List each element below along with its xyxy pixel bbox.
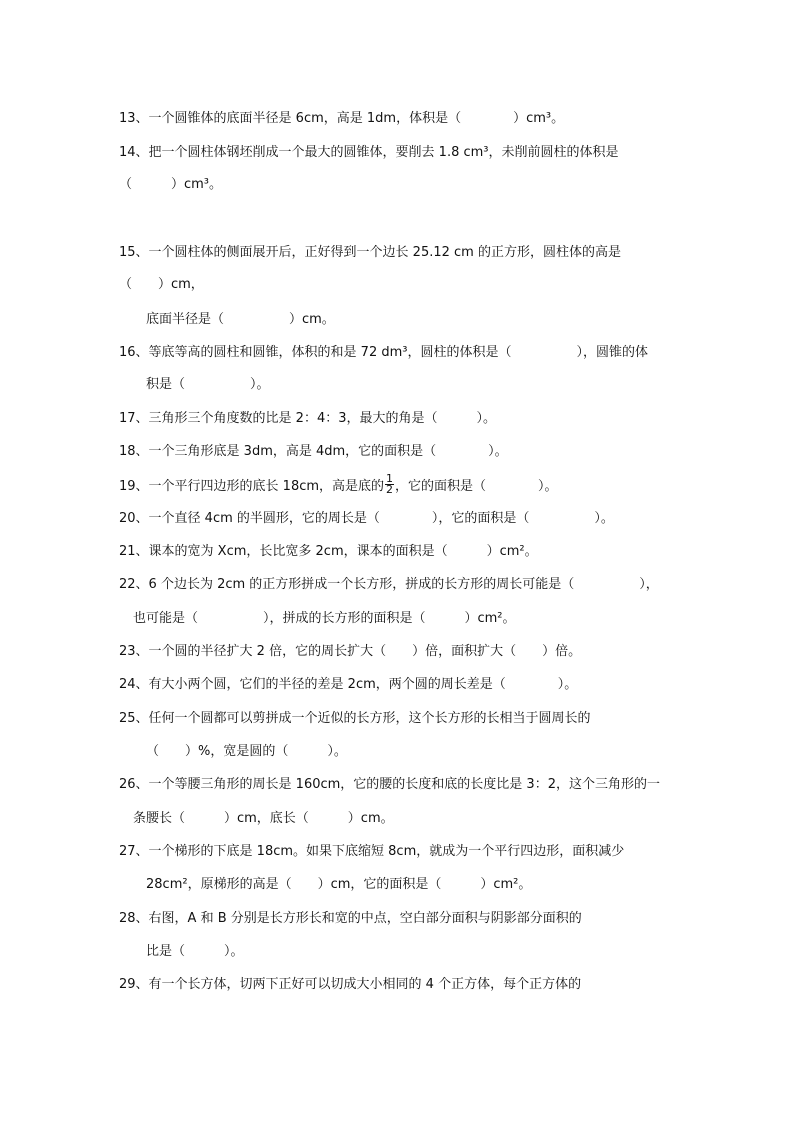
question-23: 23、一个圆的半径扩大 2 倍，它的周长扩大（ ）倍，面积扩大（ ）倍。: [119, 644, 582, 659]
question-17: 17、三角形三个角度数的比是 2：4：3，最大的角是（ ）。: [119, 411, 496, 426]
question-28-line1: 28、右图，A 和 B 分别是长方形长和宽的中点，空白部分面积与阴影部分面积的: [119, 911, 582, 926]
fraction-numerator: 1: [386, 472, 394, 485]
question-22-line2: 也可能是（ ），拼成的长方形的面积是（ ）cm²。: [133, 611, 516, 626]
question-28-line2: 比是（ ）。: [146, 944, 244, 959]
question-15-line2: （ ）cm，: [119, 277, 204, 292]
question-21: 21、课本的宽为 Xcm，长比宽多 2cm，课本的面积是（ ）cm²。: [119, 544, 538, 559]
question-25-line2: （ ）%，宽是圆的（ ）。: [146, 744, 347, 759]
fraction-denominator: 2: [386, 483, 394, 496]
question-26-line2: 条腰长（ ）cm，底长（ ）cm。: [133, 811, 394, 826]
question-29: 29、有一个长方体，切两下正好可以切成大小相同的 4 个正方体，每个正方体的: [119, 977, 582, 992]
fraction-one-half: [385, 474, 394, 495]
question-22-line1: 22、6 个边长为 2cm 的正方形拼成一个长方形，拼成的长方形的周长可能是（ ），: [119, 577, 659, 592]
question-20: 20、一个直径 4cm 的半圆形，它的周长是（ ），它的面积是（ ）。: [119, 511, 614, 526]
question-24: 24、有大小两个圆，它们的半径的差是 2cm，两个圆的周长差是（ ）。: [119, 677, 578, 692]
question-19: [119, 472, 558, 497]
question-13: 13、一个圆锥体的底面半径是 6cm，高是 1dm，体积是（ ）cm³。: [119, 111, 565, 126]
question-27-line1: 27、一个梯形的下底是 18cm。如果下底缩短 8cm，就成为一个平行四边形，面积减少: [119, 844, 625, 859]
question-15-line1: 15、一个圆柱体的侧面展开后，正好得到一个边长 25.12 cm 的正方形，圆柱体的高是: [119, 245, 621, 260]
question-26-line1: 26、一个等腰三角形的周长是 160cm，它的腰的长度和底的长度比是 3：2，这个三角形的一: [119, 777, 660, 792]
question-19-text-post: ，它的面积是（ ）。: [395, 479, 558, 494]
question-27-line2: 28cm²，原梯形的高是（ ）cm，它的面积是（ ）cm²。: [146, 877, 532, 892]
question-14-line2: （ ）cm³。: [119, 177, 223, 192]
question-25-line1: 25、任何一个圆都可以剪拼成一个近似的长方形，这个长方形的长相当于圆周长的: [119, 711, 591, 726]
question-15-line3: 底面半径是（ ）cm。: [146, 312, 335, 327]
question-16-line1: 16、等底等高的圆柱和圆锥，体积的和是 72 dm³，圆柱的体积是（ ），圆锥的体: [119, 345, 648, 360]
question-18: 18、一个三角形底是 3dm，高是 4dm，它的面积是（ ）。: [119, 444, 508, 459]
question-16-line2: 积是（ ）。: [146, 377, 270, 392]
question-14-line1: 14、把一个圆柱体钢坯削成一个最大的圆锥体，要削去 1.8 cm³，未削前圆柱的体积是: [119, 145, 619, 160]
question-19-text-pre: 19、一个平行四边形的底长 18cm，高是底的: [119, 479, 385, 494]
